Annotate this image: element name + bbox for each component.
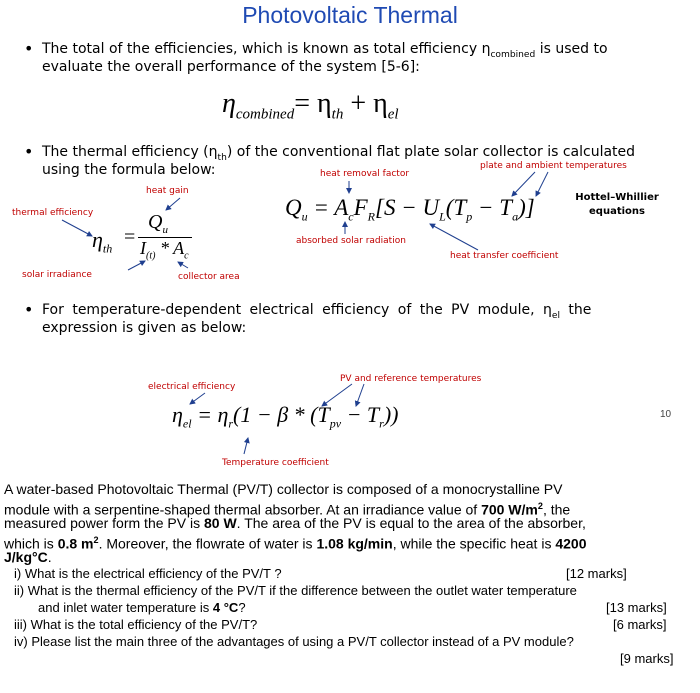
bullet2-text-b: ) of the conventional flat plate solar collector is calculated: [226, 144, 636, 160]
annotation-electrical-efficiency: electrical efficiency: [148, 382, 236, 392]
problem-l4-c: . Moreover, the flowrate of water is: [98, 535, 317, 552]
question-3: iii) What is the total efficiency of the PV/T?: [14, 617, 258, 632]
arrow-heat-transfer: [430, 224, 478, 250]
question-2: ii) What is the thermal efficiency of the PV/T if the difference between the outlet water temperature: [14, 583, 577, 598]
annotation-heat-transfer: heat transfer coefficient: [450, 251, 559, 261]
eq-hottel-sub-c: c: [348, 209, 354, 224]
eq-hottel-sub-a: a: [512, 209, 519, 224]
hottel-line1: Hottel–Whillier: [575, 192, 659, 203]
eq-thermal-den-i-sub: (t): [146, 250, 156, 262]
question-2-line2-c: ?: [238, 600, 246, 615]
bullet2-line2: using the formula below:: [42, 162, 216, 178]
problem-l4-a: which is: [4, 535, 58, 552]
arrow-ambient-temperature: [536, 172, 548, 196]
eq-combined-lhs-sub: combined: [235, 106, 295, 123]
eq-el-eta-r: = η: [191, 402, 229, 427]
eq-el-sub-el: el: [182, 416, 192, 431]
bullet3-text-a: For temperature-dependent electrical efficiency of the PV module, η: [42, 302, 552, 318]
problem-l5-end: .: [47, 549, 52, 565]
hottel-line2: equations: [589, 206, 645, 217]
annotation-collector-area: collector area: [178, 272, 240, 282]
problem-line5: [4, 549, 52, 566]
eq-hottel-sub-r: R: [367, 209, 376, 224]
question-2-temp: 4 °C: [212, 600, 239, 615]
bullet3-sub: el: [551, 310, 560, 321]
eq-hottel-s-u: [S − U: [375, 195, 440, 220]
arrow-temp-coefficient: [244, 438, 248, 454]
problem-specific-heat: 4200: [555, 535, 587, 552]
annotation-pv-reference: PV and reference temperatures: [340, 374, 482, 384]
annotation-heat-removal-factor: heat removal factor: [320, 169, 410, 179]
eq-combined-sub-th: th: [331, 106, 344, 123]
problem-l2-c: , the: [542, 501, 571, 518]
problem-flowrate: 1.08 kg/min: [316, 535, 393, 552]
eq-el-sub-pv: pv: [329, 416, 342, 431]
arrow-thermal-efficiency: [62, 220, 92, 236]
eq-hottel-ta: − T: [472, 195, 513, 220]
eq-thermal-den-i: I: [140, 238, 146, 258]
bullet2-text-a: The thermal efficiency (η: [42, 144, 218, 160]
eq-hottel-sub-p: p: [466, 209, 473, 224]
eq-combined-plus: + η: [343, 88, 388, 119]
eq-el-tr: − T: [341, 402, 380, 427]
problem-line4: [4, 532, 587, 553]
eq-el-sub-r: r: [228, 416, 234, 431]
eq-thermal-equals: =: [124, 226, 136, 248]
bullet-dot: •: [24, 39, 34, 58]
bullet3-text-b: the: [559, 302, 592, 318]
problem-power: 80 W: [203, 515, 237, 531]
question-3-marks: [6 marks]: [613, 617, 667, 632]
annotation-absorbed-solar: absorbed solar radiation: [296, 236, 406, 246]
annotation-plate-ambient: plate and ambient temperatures: [480, 161, 627, 171]
bullet1-text-a: The total of the efficiencies, which is known as total efficiency η: [42, 41, 491, 57]
question-2-line2-a: and inlet water temperature is: [38, 600, 213, 615]
question-4-marks: [9 marks]: [620, 651, 674, 666]
eq-thermal-num-sub: u: [162, 224, 168, 236]
eq-hottel-sub-l: L: [439, 209, 446, 224]
eq-combined-sub-el: el: [387, 106, 399, 123]
eq-el-sub-r2: r: [379, 416, 384, 431]
problem-l3-c: . The area of the PV is equal to the area of the absorber,: [236, 515, 586, 531]
question-1-marks: [12 marks]: [566, 566, 627, 581]
eq-thermal-eta-sub: th: [102, 241, 113, 256]
arrow-plate-temperature: [512, 172, 535, 196]
bullet2-sub: th: [217, 152, 227, 163]
eq-hottel-f: F: [353, 195, 368, 220]
annotation-temp-coefficient: Temperature coefficient: [222, 458, 329, 468]
problem-l2-a: module with a serpentine-shaped thermal absorber. At an irradiance value of: [4, 501, 482, 518]
slide-number: 10: [660, 409, 672, 420]
problem-l4-sup: 2: [93, 535, 99, 545]
problem-unit: J/kg°C: [4, 549, 48, 565]
problem-irradiance: 700 W/m: [481, 501, 538, 518]
arrow-reference-temperature: [356, 384, 364, 406]
eq-hottel-a: = A: [307, 195, 349, 220]
problem-l4-e: , while the specific heat is: [392, 535, 556, 552]
arrow-solar-irradiance: [128, 261, 145, 270]
arrow-electrical-efficiency: [190, 393, 205, 404]
problem-l3-a: measured power form the PV is: [4, 515, 204, 531]
eq-hottel-q: Q: [285, 195, 302, 220]
question-2-line2: [38, 600, 246, 616]
arrow-pv-temperature: [322, 384, 352, 406]
arrow-collector-area: [178, 262, 188, 268]
eq-hottel-sub-u: u: [301, 209, 308, 224]
question-1: i) What is the electrical efficiency of the PV/T ?: [14, 566, 282, 581]
arrow-heat-gain: [166, 198, 180, 210]
eq-combined-lhs: η: [222, 88, 236, 119]
eq-el-close: )): [383, 402, 399, 427]
eq-thermal-num: Q: [148, 211, 163, 233]
bullet-dot: •: [24, 142, 34, 161]
eq-thermal-den-a-sub: c: [184, 250, 189, 262]
annotation-solar-irradiance: solar irradiance: [22, 270, 92, 280]
bullet-dot: •: [24, 300, 34, 319]
bullet1-text-b: is used to: [535, 41, 608, 57]
annotation-thermal-efficiency: thermal efficiency: [12, 208, 94, 218]
eq-thermal-eta: η: [92, 227, 103, 252]
problem-area: 0.8 m: [57, 535, 94, 552]
problem-line1: A water-based Photovoltaic Thermal (PV/T) collector is composed of a monocrystalline PV: [4, 481, 563, 497]
slide-title: Photovoltaic Thermal: [242, 2, 458, 28]
problem-l2-sup: 2: [537, 501, 543, 511]
bullet1-sub: combined: [490, 49, 536, 60]
eq-combined-rhs: = η: [294, 88, 332, 119]
eq-el-beta: (1 − β * (T: [233, 402, 330, 427]
eq-thermal-den-a: * A: [155, 238, 185, 258]
eq-hottel-close: )]: [518, 195, 535, 220]
eq-hottel-tp: (T: [445, 195, 467, 220]
annotation-heat-gain: heat gain: [146, 186, 189, 196]
bullet3-line2: expression is given as below:: [42, 320, 247, 336]
problem-line3: [4, 515, 586, 532]
bullet1-line2: evaluate the overall performance of the system [5-6]:: [42, 59, 420, 75]
question-4: iv) Please list the main three of the advantages of using a PV/T collector instead of a PV module?: [14, 634, 574, 649]
question-2-marks: [13 marks]: [606, 600, 667, 615]
eq-el-eta: η: [172, 402, 183, 427]
